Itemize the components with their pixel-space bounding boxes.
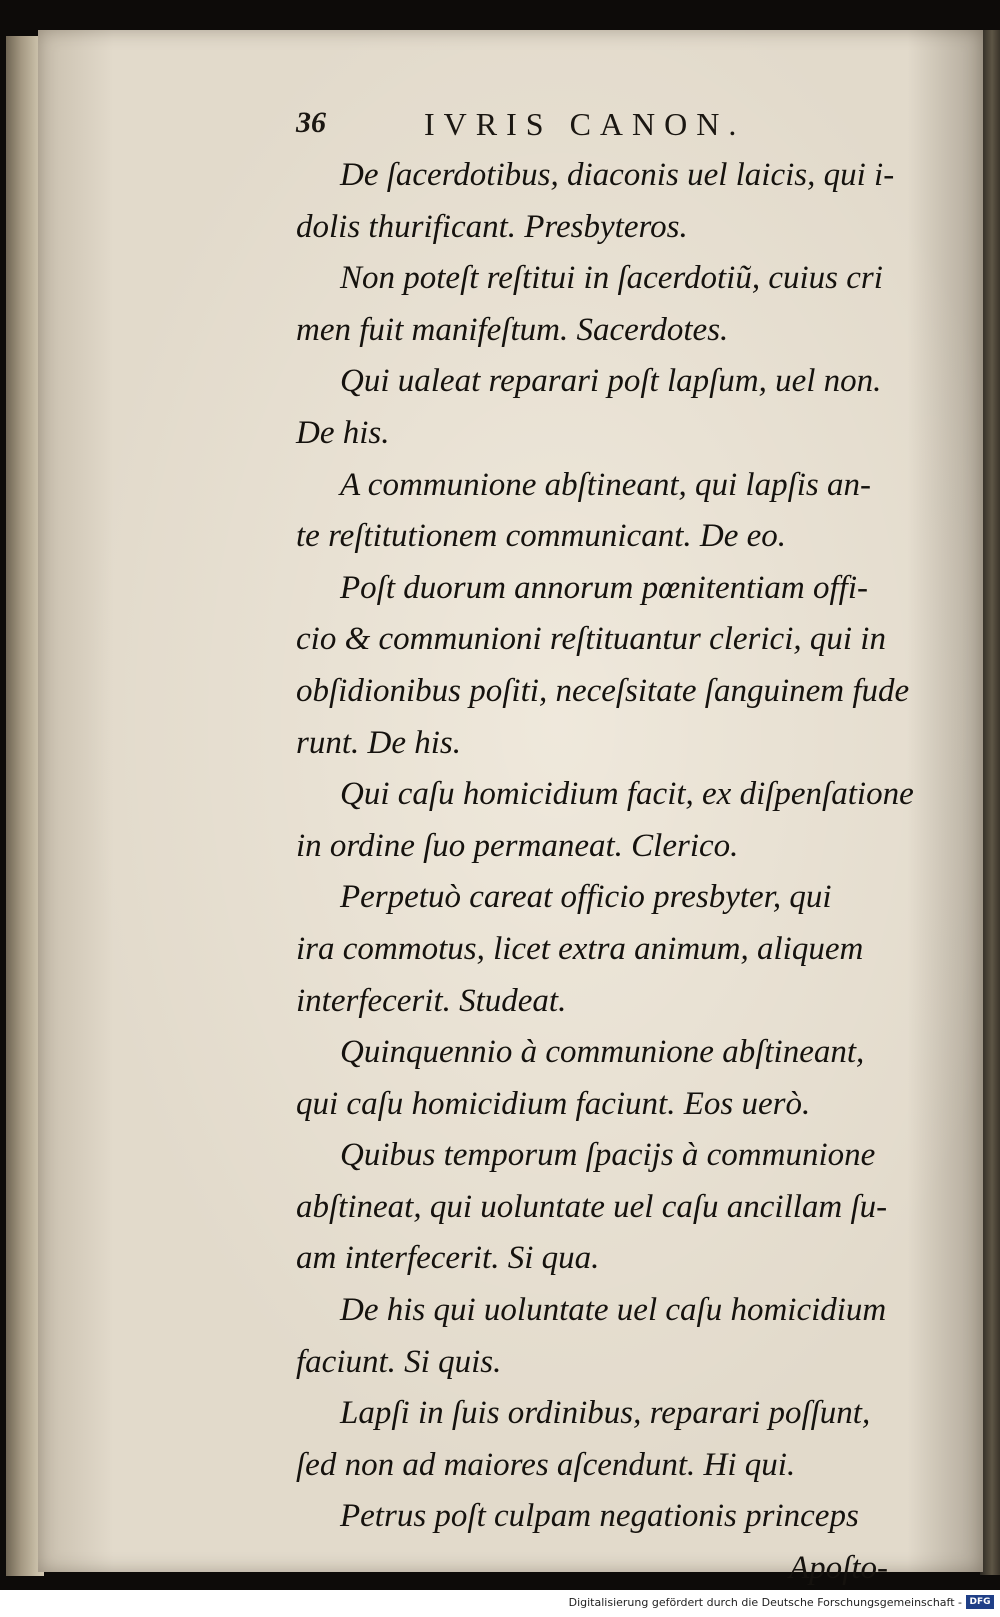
text-line: Lapſi in ſuis ordinibus, reparari poſſunt, (340, 1395, 871, 1432)
text-line: qui caſu homicidium faciunt. Eos uerò. (296, 1085, 811, 1122)
text-line: Petrus poſt culpam negationis princeps (340, 1498, 859, 1535)
funding-credit: Digitalisierung gefördert durch die Deutsche Forschungsgemeinschaft - (568, 1596, 962, 1609)
text-line: A communione abſtineant, qui lapſis an- (340, 466, 872, 503)
text-line: runt. De his. (296, 724, 461, 761)
text-line: Quibus temporum ſpacijs à communione (340, 1137, 876, 1174)
text-line: obſidionibus poſiti, neceſsitate ſanguinem fude (296, 672, 910, 709)
dfg-logo: DFG (966, 1595, 994, 1609)
text-line: cio & communioni reſtituantur clerici, qui in (296, 621, 886, 658)
text-line: men fuit manifeſtum. Sacerdotes. (296, 311, 729, 348)
text-line: interfecerit. Studeat. (296, 982, 567, 1019)
text-line: ira commotus, licet extra animum, aliquem (296, 930, 864, 967)
text-line: te reſtitutionem communicant. De eo. (296, 518, 786, 555)
catchword: Apoſto- (789, 1550, 888, 1587)
text-line: am interfecerit. Si qua. (296, 1240, 600, 1277)
text-line: Qui ualeat reparari poſt lapſum, uel non. (340, 363, 882, 400)
text-line: De ſacerdotibus, diaconis uel laicis, qui i- (340, 157, 895, 193)
text-line: faciunt. Si quis. (296, 1343, 502, 1380)
text-line: Quinquennio à communione abſtineant, (340, 1034, 865, 1071)
page-text (296, 150, 914, 1595)
text-line: abſtineat, qui uoluntate uel caſu ancillam ſu- (296, 1188, 888, 1225)
text-line: Perpetuò careat officio presbyter, qui (340, 879, 832, 916)
text-line: Qui caſu homicidium facit, ex diſpenſatione (340, 776, 914, 813)
text-line: in ordine ſuo permaneat. Clerico. (296, 827, 739, 864)
text-line: ſed non ad maiores aſcendunt. Hi qui. (296, 1446, 796, 1483)
text-line: De his. (296, 414, 390, 451)
footer-bar (0, 1590, 1000, 1617)
text-line: Non poteſt reſtitui in ſacerdotiũ, cuius cri (340, 260, 883, 297)
text-line: De his qui uoluntate uel caſu homicidium (340, 1292, 887, 1329)
running-head-title: IVRIS CANON. (424, 106, 746, 142)
page-number: 36 (296, 106, 326, 139)
book-edge-right (980, 30, 1000, 1575)
text-line: dolis thurificant. Presbyteros. (296, 208, 688, 245)
text-line: Poſt duorum annorum pœnitentiam offi- (340, 569, 868, 606)
running-head (296, 106, 816, 150)
